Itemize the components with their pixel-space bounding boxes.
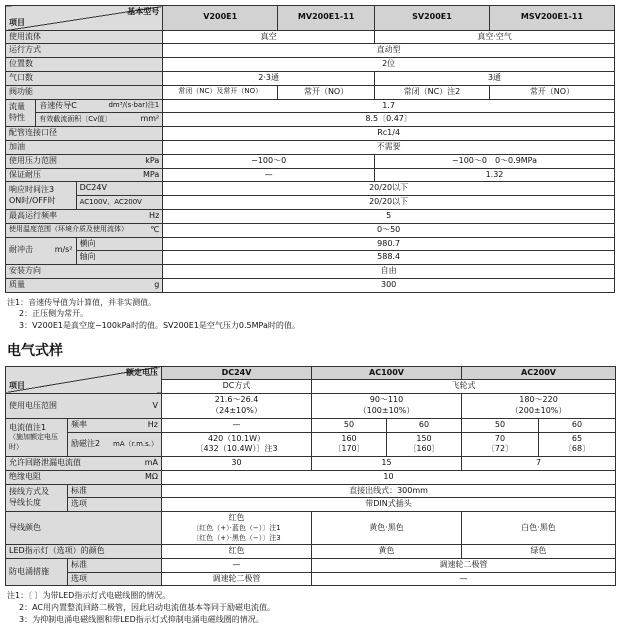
row-current-frequency: [6, 418, 616, 432]
holding-sub-unit: mA（r.m.s.）: [113, 439, 158, 448]
pressure-value-2: −100～0 0～0.9MPa: [374, 154, 614, 168]
elec-note-line-3: 3：为抑制电涌电磁线圈和带LED指示灯式抑制电涌电磁线圈的情况。: [19, 614, 264, 624]
frequency-dc: —: [162, 418, 312, 432]
row-piping: [6, 127, 615, 141]
voltage-range-dc-tol: （24±10%）: [211, 405, 262, 415]
wire-color-dc-line2: 〔红色（+）·蓝色（−）〕注1: [192, 524, 281, 533]
mass-label: 质量: [9, 279, 25, 289]
flow-sub2-name: 有效截流面积〔Cv值〕: [39, 115, 112, 124]
row-current-holding: [6, 432, 616, 457]
piping-value: Rc1/4: [163, 127, 615, 141]
wiring-sub-standard: 标准: [68, 484, 162, 498]
row-leakage-current: [6, 457, 616, 471]
elec-header-row-1: [6, 366, 616, 380]
voltage-range-ac100: [312, 394, 462, 419]
elec-note-line-2: 2：AC用内置整流回路二极管，因此启动电流值基本等同于励磁电流值。: [19, 602, 276, 612]
ports-label: 气口数: [6, 71, 163, 85]
model-header-msv200e1: MSV200E1-11: [489, 6, 614, 31]
row-led-color: [6, 544, 616, 558]
corner-bottom-label: 项目: [9, 17, 25, 27]
surge-sub-option: 选项: [68, 572, 162, 586]
proof-label: 保证耐压: [9, 169, 41, 179]
flow-label: 流量特性: [6, 99, 36, 127]
row-surge-standard: [6, 558, 616, 572]
holding-ac200-50-led: 〔72〕: [486, 444, 514, 454]
wire-color-dc-line1: 红色: [228, 513, 245, 523]
ports-value-2: 3通: [374, 71, 614, 85]
row-mounting: [6, 265, 615, 279]
mass-label-cell: [6, 278, 163, 292]
surge-option-dc: 调速轮二极管: [162, 572, 312, 586]
row-wiring-option: [6, 498, 616, 512]
function-value-4: 常开（NO）: [489, 85, 614, 99]
holding-dc-line2: 〔432（10.4W）〕注3: [195, 444, 278, 454]
electrical-table: [5, 366, 616, 587]
positions-label: 位置数: [6, 58, 163, 72]
lubrication-label: 加油: [6, 140, 163, 154]
notes-spec-table: [7, 297, 615, 332]
flow-sub1-name: 音速传导C: [39, 100, 77, 110]
fluid-label: 使用流体: [6, 30, 163, 44]
note-line-1: 注1：音速传导值为计算值，并非实测值。: [7, 297, 157, 307]
frequency-ac200-60: 60: [539, 418, 616, 432]
holding-ac200-50-main: 70: [494, 433, 506, 443]
temperature-value: 0～50: [163, 223, 615, 237]
spec-header-row: [6, 6, 615, 31]
row-fluid: [6, 30, 615, 44]
current-label-1: 电流值注1: [9, 422, 47, 432]
leakage-ac200: 7: [462, 457, 616, 471]
fluid-value-1: 真空: [163, 30, 375, 44]
holding-ac100-60: [387, 432, 462, 457]
function-label: 阀功能: [6, 85, 163, 99]
surge-standard-dc: —: [162, 558, 312, 572]
row-wiring-standard: [6, 484, 616, 498]
model-header-sv200e1: SV200E1: [374, 6, 489, 31]
shock-value-2: 588.4: [163, 251, 615, 265]
voltage-range-ac200: [462, 394, 616, 419]
function-value-2: 常开（NO）: [278, 85, 375, 99]
row-proof-pressure: [6, 168, 615, 182]
proof-value-2: 1.32: [374, 168, 614, 182]
surge-sub-standard: 标准: [68, 558, 162, 572]
section-title-electrical: 电气式样: [7, 342, 63, 359]
wire-color-label: 导线颜色: [6, 512, 162, 545]
voltage-header-dc24v: DC24V: [162, 366, 312, 380]
pressure-unit: kPa: [145, 155, 160, 165]
pressure-value-1: −100～0: [163, 154, 375, 168]
frequency-ac100-60: 60: [387, 418, 462, 432]
wire-color-ac200: 白色·黑色: [462, 512, 616, 545]
leakage-ac100: 15: [312, 457, 462, 471]
note-line-3: 3：V200E1是真空度−100kPa时的值。SV200E1是空气压力0.5MPa时的值。: [19, 320, 300, 330]
flow-sub-1: [36, 99, 163, 113]
voltage-header-ac100v: AC100V: [312, 366, 462, 380]
mass-value: 300: [163, 278, 615, 292]
shock-label: 耐冲击: [9, 245, 33, 255]
insulation-value: 10: [162, 470, 616, 484]
temperature-label-cell: [6, 223, 163, 237]
proof-unit: MPa: [142, 169, 160, 179]
leakage-label-cell: [6, 457, 162, 471]
flow-sub1-unit: dm³/(s·bar)注1: [108, 101, 160, 110]
frequency-value: 5: [163, 209, 615, 223]
leakage-unit: mA: [144, 458, 158, 468]
function-value-1: 常闭（NC）及常开（NO）: [163, 85, 278, 99]
corner-top-label: 基本型号: [127, 7, 160, 16]
insulation-label-cell: [6, 470, 162, 484]
row-max-frequency: [6, 209, 615, 223]
voltage-range-unit: V: [152, 400, 158, 410]
row-flow-2: [6, 113, 615, 127]
notes-electrical-table: [7, 590, 615, 625]
flow-value-2: 8.5〔0.47〕: [163, 113, 615, 127]
voltage-range-label: 使用电压范围: [9, 400, 57, 410]
response-label-cell: [6, 182, 77, 210]
holding-ac200-60: [539, 432, 616, 457]
model-header-mv200e1: MV200E1-11: [278, 6, 375, 31]
frequency-label: 最高运行频率: [9, 210, 57, 220]
response-label-1: 响应时间注3: [9, 184, 55, 194]
pressure-label-cell: [6, 154, 163, 168]
fluid-value-2: 真空·空气: [374, 30, 614, 44]
row-response-2: [6, 196, 615, 210]
row-wire-color: [6, 512, 616, 545]
wire-color-ac100: 黄色·黑色: [312, 512, 462, 545]
type-value-ac: 飞轮式: [312, 380, 616, 394]
type-value-dc: DC方式: [162, 380, 312, 394]
flow-value-1: 1.7: [163, 99, 615, 113]
pressure-label: 使用压力范围: [9, 155, 57, 165]
wire-color-dc: [162, 512, 312, 545]
holding-ac200-60-main: 65: [571, 433, 583, 443]
row-valve-function: [6, 85, 615, 99]
wiring-label-1: 接线方式及: [9, 487, 49, 497]
holding-ac100-50-main: 160: [341, 433, 357, 443]
mass-unit: g: [154, 279, 160, 289]
voltage-range-dc: [162, 394, 312, 419]
row-response-1: [6, 182, 615, 196]
row-pressure-range: [6, 154, 615, 168]
frequency-ac100-50: 50: [312, 418, 387, 432]
voltage-range-ac200-main: 180～220: [519, 395, 558, 405]
proof-label-cell: [6, 168, 163, 182]
holding-ac100-50: [312, 432, 387, 457]
row-insulation: [6, 470, 616, 484]
voltage-range-ac100-main: 90～110: [369, 395, 404, 405]
holding-sub-label: 励磁注2: [71, 438, 101, 448]
holding-ac200-50: [462, 432, 539, 457]
wiring-label-cell: [6, 484, 68, 512]
frequency-unit: Hz: [149, 210, 160, 220]
voltage-header-ac200v: AC200V: [462, 366, 616, 380]
surge-option-ac: —: [312, 572, 616, 586]
response-label-2: ON时/OFF时: [9, 195, 56, 205]
model-header-v200e1: V200E1: [163, 6, 278, 31]
holding-ac100-50-led: 〔170〕: [333, 444, 365, 454]
wiring-value-standard: 直接出线式：300mm: [162, 484, 616, 498]
response-sub-2: AC100V、AC200V: [76, 196, 163, 210]
wiring-value-option: 带DIN式插头: [162, 498, 616, 512]
led-color-ac100: 黄色: [312, 544, 462, 558]
surge-label: 防电涌措施: [6, 558, 68, 586]
elec-corner-cell: [6, 366, 162, 394]
shock-label-cell: [6, 237, 77, 265]
insulation-unit: MΩ: [144, 471, 158, 481]
led-color-label: LED指示灯（选项）的颜色: [6, 544, 162, 558]
mounting-label: 安装方向: [6, 265, 163, 279]
holding-sub-cell: [68, 432, 162, 457]
temperature-label: 使用温度范围（环境介质及使用流体）: [9, 225, 128, 234]
frequency-sub-cell: [68, 418, 162, 432]
frequency-sub-label: 频率: [71, 419, 87, 429]
temperature-unit: ℃: [150, 224, 160, 234]
proof-value-1: —: [163, 168, 375, 182]
row-shock-1: [6, 237, 615, 251]
wire-color-dc-line3: 〔红色（+）·黑色（−）〕注3: [192, 533, 281, 542]
lubrication-value: 不需要: [163, 140, 615, 154]
flow-sub2-unit: mm²: [140, 114, 160, 124]
voltage-range-label-cell: [6, 394, 162, 419]
surge-standard-ac: 调速轮二极管: [312, 558, 616, 572]
insulation-label: 绝缘电阻: [9, 471, 41, 481]
current-label-2: （施加额定电压时）: [9, 433, 58, 451]
voltage-range-dc-main: 21.6～26.4: [214, 395, 259, 405]
leakage-label: 允许回路泄漏电流值: [9, 458, 81, 468]
holding-ac200-60-led: 〔68〕: [563, 444, 591, 454]
piping-label: 配管连接口径: [6, 127, 163, 141]
row-temperature: [6, 223, 615, 237]
frequency-label-cell: [6, 209, 163, 223]
spec-corner-cell: [6, 6, 163, 31]
function-value-3: 常闭（NC）注2: [374, 85, 489, 99]
mode-value: 直动型: [163, 44, 615, 58]
note-line-2: 2：正压侧为常开。: [19, 309, 89, 319]
frequency-ac200-50: 50: [462, 418, 539, 432]
row-ports: [6, 71, 615, 85]
voltage-range-ac100-tol: （100±10%）: [358, 405, 415, 415]
mounting-value: 自由: [163, 265, 615, 279]
wiring-label-2: 导线长度: [9, 497, 41, 507]
voltage-range-ac200-tol: （200±10%）: [510, 405, 567, 415]
row-flow-1: [6, 99, 615, 113]
spec-table: [5, 5, 615, 293]
led-color-dc: 红色: [162, 544, 312, 558]
mode-label: 运行方式: [6, 44, 163, 58]
row-voltage-range: [6, 394, 616, 419]
holding-dc: [162, 432, 312, 457]
elec-corner-top-label: 额定电压: [126, 367, 158, 377]
row-shock-2: [6, 251, 615, 265]
leakage-dc: 30: [162, 457, 312, 471]
ports-value-1: 2·3通: [163, 71, 375, 85]
response-value-1: 20/20以下: [163, 182, 615, 196]
response-sub-1: DC24V: [76, 182, 163, 196]
row-mode: [6, 44, 615, 58]
row-surge-option: [6, 572, 616, 586]
shock-unit: m/s²: [54, 245, 73, 255]
holding-ac100-60-main: 150: [416, 433, 432, 443]
shock-value-1: 980.7: [163, 237, 615, 251]
response-value-2: 20/20以下: [163, 196, 615, 210]
positions-value: 2位: [163, 58, 615, 72]
shock-sub-1: 横向: [76, 237, 163, 251]
row-mass: [6, 278, 615, 292]
holding-ac100-60-led: 〔160〕: [408, 444, 440, 454]
row-positions: [6, 58, 615, 72]
holding-dc-line1: 420（10.1W）: [208, 433, 265, 443]
row-lubrication: [6, 140, 615, 154]
led-color-ac200: 绿色: [462, 544, 616, 558]
current-label-cell: [6, 418, 68, 456]
shock-sub-2: 轴向: [76, 251, 163, 265]
elec-note-line-1: 注1：〔 〕为带LED指示灯式电磁线圈的情况。: [7, 591, 171, 601]
frequency-sub-unit: Hz: [147, 419, 158, 429]
wiring-sub-option: 选项: [68, 498, 162, 512]
elec-corner-bottom-label: 项目: [9, 381, 25, 391]
flow-sub-2: [36, 113, 163, 127]
